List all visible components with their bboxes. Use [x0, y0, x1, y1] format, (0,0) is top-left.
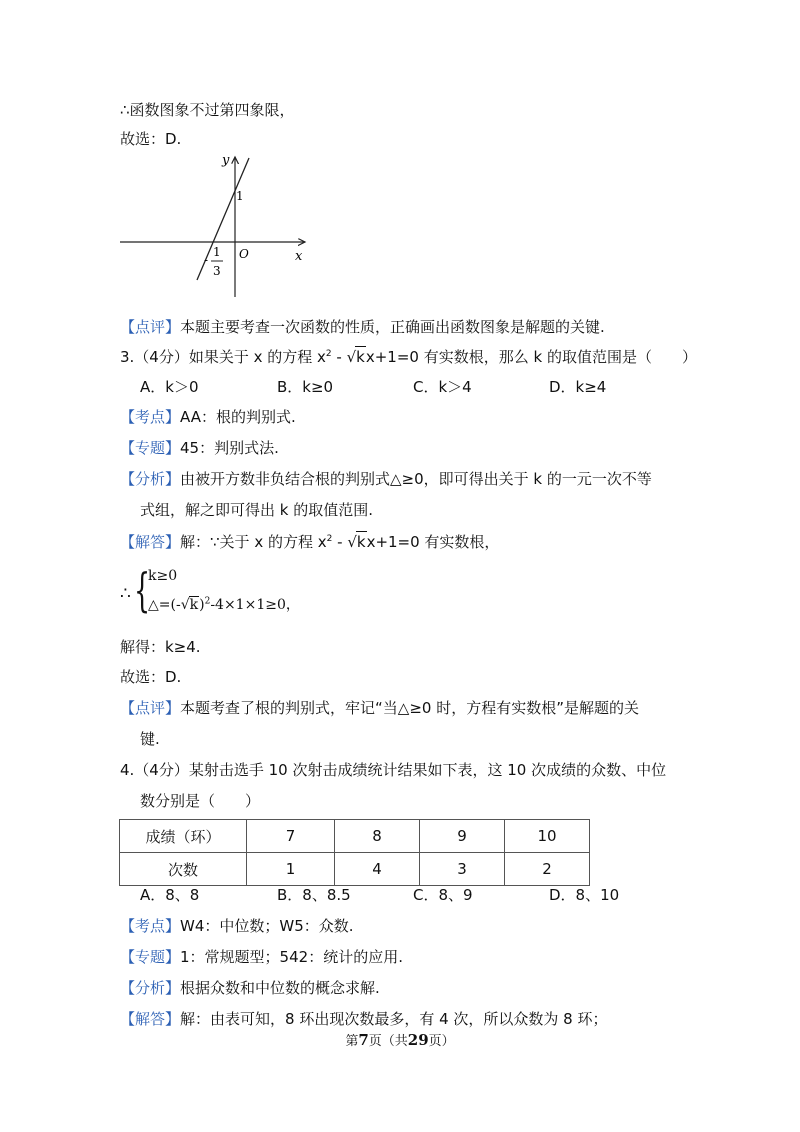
- system-line-1: k≥0: [148, 568, 178, 584]
- page-number: 7: [358, 1031, 369, 1049]
- zhuanti-tag: 【专题】: [120, 439, 181, 457]
- answer-line: 故选：D.: [120, 130, 182, 148]
- q4-stem-1: 4.（4分）某射击选手 10 次射击成绩统计结果如下表，这 10 次成绩的众数、中位: [120, 761, 667, 779]
- y-axis-label: y: [222, 153, 230, 168]
- footer-mid: 页（共: [368, 1034, 408, 1049]
- footer-pre: 第: [345, 1034, 359, 1049]
- q3-review-cont: 键.: [140, 730, 160, 748]
- q4-jieda-text: 解：由表可知，8 环出现次数最多，有 4 次，所以众数为 8 环；: [180, 1010, 608, 1028]
- table-cell: 8: [335, 820, 420, 853]
- q3-zhuanti: [120, 438, 279, 458]
- q4-kaodian-text: W4：中位数；W5：众数.: [180, 917, 354, 935]
- kaodian-tag: 【考点】: [120, 408, 181, 426]
- q3-jieda: [120, 531, 499, 552]
- system-delta: △=(-: [148, 597, 181, 613]
- q4-option-c: C．8、9: [413, 886, 473, 904]
- q3-fenxi-cont: 式组，解之即可得出 k 的取值范围.: [140, 501, 373, 519]
- review-text: 本题主要考查一次函数的性质，正确画出函数图象是解题的关键.: [180, 318, 605, 336]
- q3-option-d: D．k≥4: [549, 378, 607, 396]
- table-cell: 9: [420, 820, 505, 853]
- q4-stem-2: 数分别是（ ）: [140, 792, 261, 810]
- table-cell: 次数: [120, 853, 247, 886]
- q4-jieda: [120, 1009, 608, 1029]
- q3-minus: -: [331, 348, 347, 366]
- jieda-pre: 解：∵关于 x 的方程 x: [180, 533, 327, 551]
- system-rest: -4×1×1≥0: [210, 597, 286, 613]
- q3-radicand: k: [356, 348, 365, 366]
- system-paren: ): [199, 597, 205, 613]
- q3-review: [120, 698, 639, 718]
- inequality-system: [120, 563, 350, 622]
- sqrt-icon: √: [347, 533, 357, 551]
- fenxi-text-1: 由被开方数非负结合根的判别式△≥0，即可得出关于 k 的一元一次不等: [180, 470, 652, 488]
- jieda-exponent: 2: [326, 534, 333, 544]
- table-cell: 7: [247, 820, 335, 853]
- q4-zhuanti: [120, 947, 403, 967]
- q4-option-d: D．8、10: [549, 886, 620, 904]
- q3-exponent: 2: [325, 349, 332, 359]
- review-tag: 【点评】: [120, 318, 181, 336]
- fenxi-tag: 【分析】: [120, 470, 181, 488]
- system-comma: ，: [285, 597, 300, 613]
- q3-option-a: A．k＞0: [140, 378, 199, 396]
- q3-review-text-1: 本题考查了根的判别式，牢记“当△≥0 时，方程有实数根”是解题的关: [180, 699, 639, 717]
- system-exponent: 2: [204, 596, 211, 607]
- system-radicand: k: [189, 597, 199, 613]
- x-axis-label: x: [295, 249, 303, 264]
- page-total: 29: [407, 1031, 429, 1049]
- table-cell: 3: [420, 853, 505, 886]
- table-cell: 4: [335, 853, 420, 886]
- q3-choose: 故选：D.: [120, 668, 182, 686]
- therefore-symbol: ∴: [120, 584, 131, 604]
- table-cell: 10: [505, 820, 590, 853]
- q3-solve: 解得：k≥4.: [120, 638, 201, 656]
- q4-fenxi-tag: 【分析】: [120, 979, 181, 997]
- brace-icon: {: [134, 563, 151, 617]
- q4-option-a: A．8、8: [140, 886, 200, 904]
- x-intercept-sign: -: [204, 253, 209, 267]
- jieda-tail: x+1=0 有实数根，: [366, 533, 500, 551]
- q3-option-b: B．k≥0: [277, 378, 334, 396]
- q4-fenxi-text: 根据众数和中位数的概念求解.: [180, 979, 380, 997]
- x-intercept-numerator: 1: [213, 245, 221, 259]
- q3-head: 3.（4分）如果关于 x 的方程 x: [120, 348, 326, 366]
- table-row: [120, 820, 590, 853]
- conclusion-line: ∴函数图象不过第四象限，: [120, 101, 295, 119]
- origin-label: O: [239, 247, 249, 261]
- x-intercept-denominator: 3: [213, 264, 221, 278]
- q4-kaodian: [120, 916, 354, 936]
- q3-kaodian: [120, 407, 296, 427]
- q3-tail: x+1=0 有实数根，那么 k 的取值范围是（ ）: [365, 348, 697, 366]
- q4-zhuanti-text: 1：常规题型；542：统计的应用.: [180, 948, 403, 966]
- q4-fenxi: [120, 978, 380, 998]
- q4-option-b: B．8、8.5: [277, 886, 351, 904]
- y-intercept-label: 1: [236, 189, 244, 203]
- q3-review-tag: 【点评】: [120, 699, 181, 717]
- q3-option-c: C．k＞4: [413, 378, 472, 396]
- jieda-minus: -: [332, 533, 348, 551]
- sqrt-icon: √: [180, 597, 190, 613]
- q3-stem: [120, 346, 697, 367]
- q3-fenxi: [120, 469, 652, 489]
- jieda-radicand: k: [356, 533, 366, 551]
- review-1: [120, 317, 605, 337]
- footer-post: 页）: [428, 1034, 455, 1049]
- jieda-tag: 【解答】: [120, 533, 181, 551]
- q4-jieda-tag: 【解答】: [120, 1010, 181, 1028]
- system-line-2: [148, 594, 300, 614]
- sqrt-icon: √: [346, 348, 357, 366]
- table-row: [120, 853, 590, 886]
- table-cell: 成绩（环）: [120, 820, 247, 853]
- table-cell: 2: [505, 853, 590, 886]
- kaodian-text: AA：根的判别式.: [180, 408, 296, 426]
- function-graph: [115, 152, 315, 302]
- q4-kaodian-tag: 【考点】: [120, 917, 181, 935]
- q4-zhuanti-tag: 【专题】: [120, 948, 181, 966]
- page-footer: [0, 1030, 800, 1049]
- zhuanti-text: 45：判别式法.: [180, 439, 279, 457]
- score-table: [119, 819, 590, 886]
- table-cell: 1: [247, 853, 335, 886]
